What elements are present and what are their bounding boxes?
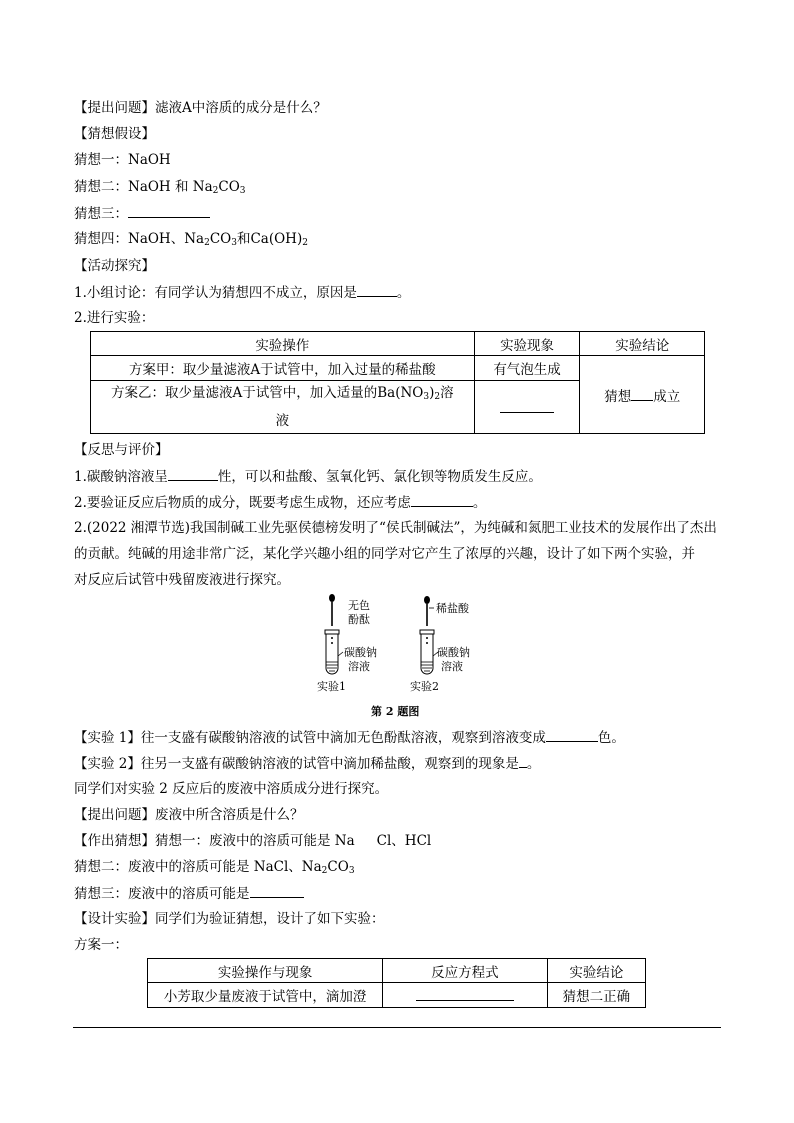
answer-blank[interactable] <box>357 282 397 297</box>
q2-explore: 同学们对实验 2 反应后的废液中溶质成分进行探究。 <box>74 781 389 797</box>
q1-activity-heading: 【活动探究】 <box>74 258 155 274</box>
q1-discussion: 1.小组讨论：有同学认为猜想四不成立，原因是 。 <box>74 282 410 303</box>
table-header-phenomenon: 实验现象 <box>474 332 580 356</box>
answer-blank[interactable] <box>500 398 554 413</box>
answer-blank[interactable] <box>519 753 527 768</box>
answer-blank[interactable] <box>411 492 473 507</box>
plan-a-phenomenon: 有气泡生成 <box>474 356 580 381</box>
test-tube-icon <box>325 630 339 674</box>
figure-caption: 第 2 题图 <box>371 705 420 718</box>
answer-blank[interactable] <box>546 727 598 742</box>
left-reagent-label-1: 无色 <box>348 599 370 612</box>
q2-guess-3: 猜想三：废液中的溶质可能是 <box>74 883 304 904</box>
q2-intro-line-2: 的贡献。纯碱的用途非常广泛，某化学兴趣小组的同学对它产生了浓厚的兴趣，设计了如下两个实验，并 <box>74 546 695 562</box>
footer-rule <box>73 1027 721 1028</box>
left-solution-label-2: 溶液 <box>348 660 370 673</box>
right-reagent-label: 稀盐酸 <box>436 602 469 615</box>
q2-intro-line-3: 对反应后试管中残留废液进行探究。 <box>74 572 290 588</box>
q1-reflection-1: 1.碳酸钠溶液呈 性，可以和盐酸、氢氧化钙、氯化钡等物质发生反应。 <box>74 466 542 487</box>
q2-question: 【提出问题】废液中所含溶质是什么？ <box>74 807 304 823</box>
left-solution-label-1: 碳酸钠 <box>344 646 377 659</box>
q1-reflection-heading: 【反思与评价】 <box>74 442 169 458</box>
q2-design: 【设计实验】同学们为验证猜想，设计了如下实验： <box>74 911 385 927</box>
q1-hypothesis-3: 猜想三： <box>74 203 210 224</box>
q1-hypothesis-4: 猜想四：NaOH、$Na_2CO_3$和$Ca(OH)_2$ <box>74 231 308 248</box>
plan-1-conclusion: 猜想二正确 <box>547 983 645 1008</box>
q1-hypothesis-2: 猜想二：NaOH 和 $Na_2CO_3$ <box>74 179 246 196</box>
table-header-operation: 实验操作 <box>91 332 475 356</box>
answer-blank[interactable] <box>168 466 218 481</box>
table-header-conclusion: 实验结论 <box>580 332 705 356</box>
answer-blank[interactable] <box>416 986 514 1001</box>
dropper-icon <box>329 594 335 626</box>
table-header-operation: 实验操作与现象 <box>148 959 383 983</box>
answer-blank[interactable] <box>250 883 304 898</box>
dropper-icon <box>424 596 430 626</box>
q2-guess-1: 【作出猜想】猜想一：废液中的溶质可能是 Na Cl、HCl <box>74 833 432 849</box>
q2-experiment-table <box>147 958 646 1008</box>
left-reagent-label-2: 酚酞 <box>348 613 370 626</box>
experiment-figure <box>310 592 485 710</box>
q2-intro-line-1: 2.(2022 湘潭节选)我国制碱工业先驱侯德榜发明了“侯氏制碱法”，为纯碱和氮肥工业技术的发展作出了杰出 <box>74 520 717 536</box>
plan-a-operation: 方案甲：取少量滤液A于试管中，加入过量的稀盐酸 <box>91 356 475 381</box>
experiment-1-label: 实验1 <box>317 680 346 693</box>
q1-experiment-intro: 2.进行实验： <box>74 310 155 326</box>
q1-experiment-table <box>90 331 705 434</box>
q1-hypothesis-1: 猜想一：NaOH <box>74 152 171 168</box>
test-tube-icon <box>420 630 434 674</box>
q2-plan-1: 方案一： <box>74 937 128 953</box>
plan-1-operation: 小芳取少量废液于试管中，滴加澄 <box>148 983 383 1008</box>
q1-hypothesis-heading: 【猜想假设】 <box>74 126 155 142</box>
q2-guess-2: 猜想二：废液中的溶质可能是 NaCl、$Na_2CO_3$ <box>74 859 355 876</box>
q1-reflection-2: 2.要验证反应后物质的成分，既要考虑生成物，还应考虑 。 <box>74 492 486 513</box>
q1-question: 【提出问题】滤液A中溶质的成分是什么？ <box>74 100 327 116</box>
right-solution-label-1: 碳酸钠 <box>437 646 470 659</box>
table-header-equation: 反应方程式 <box>383 959 547 983</box>
plan-1-equation <box>383 983 547 1008</box>
conclusion-cell: 猜想 成立 <box>580 356 705 434</box>
experiment-2-label: 实验2 <box>410 680 439 693</box>
plan-b-operation: 方案乙：取少量滤液A于试管中，加入适量的$Ba(NO_3)_2$溶 液 <box>91 381 475 434</box>
q2-experiment-2: 【实验 2】往另一支盛有碳酸钠溶液的试管中滴加稀盐酸，观察到的现象是 。 <box>74 753 540 774</box>
table-header-conclusion: 实验结论 <box>547 959 645 983</box>
answer-blank[interactable] <box>631 386 653 401</box>
plan-b-phenomenon <box>474 381 580 434</box>
q2-experiment-1: 【实验 1】往一支盛有碳酸钠溶液的试管中滴加无色酚酞溶液，观察到溶液变成 色。 <box>74 727 625 748</box>
right-solution-label-2: 溶液 <box>441 660 463 673</box>
answer-blank[interactable] <box>128 203 210 218</box>
